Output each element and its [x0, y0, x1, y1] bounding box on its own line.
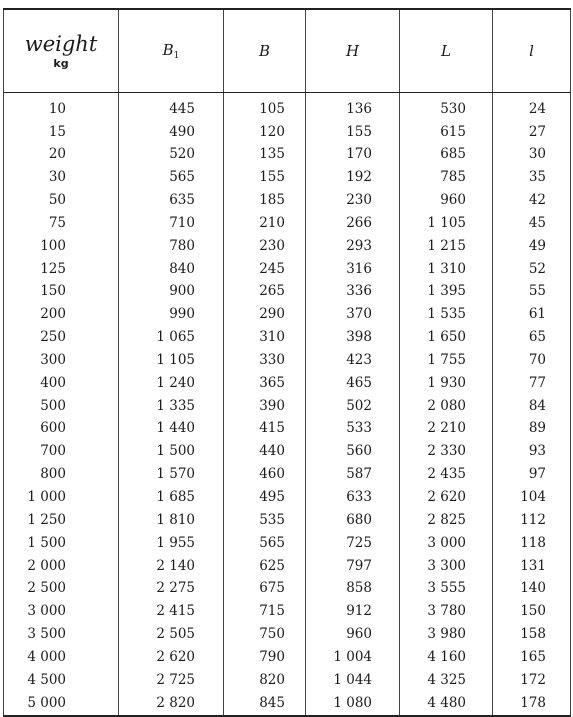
cell-b: 185: [224, 189, 306, 212]
cell-h: 533: [306, 418, 400, 441]
cell-l: 2 620: [400, 486, 493, 509]
cell-b: 105: [224, 93, 306, 121]
table-row: [4, 601, 571, 624]
cell-b: 120: [224, 121, 306, 144]
cell-small-l: 52: [493, 258, 571, 281]
cell-h: 912: [306, 601, 400, 624]
cell-weight: 1 000: [27, 489, 66, 506]
cell-small-l: 24: [493, 93, 571, 121]
cell-b1: 2 725: [119, 669, 224, 692]
cell-weight: 125: [40, 260, 66, 277]
header-b-label: B: [258, 42, 271, 60]
cell-l: 960: [400, 189, 493, 212]
cell-h: 155: [306, 121, 400, 144]
cell-l: 4 325: [400, 669, 493, 692]
cell-small-l: 27: [493, 121, 571, 144]
cell-weight: 5 000: [27, 694, 66, 711]
cell-weight: 15: [48, 123, 66, 140]
cell-small-l: 45: [493, 212, 571, 235]
table-row: [4, 486, 571, 509]
cell-weight: 75: [48, 214, 66, 231]
table-row: [4, 692, 571, 716]
header-weight: [4, 9, 119, 93]
table-row: [4, 304, 571, 327]
cell-b1: 2 620: [119, 646, 224, 669]
cell-l: 785: [400, 167, 493, 190]
cell-b: 440: [224, 441, 306, 464]
cell-weight: 1 250: [27, 511, 66, 528]
cell-b: 230: [224, 235, 306, 258]
cell-l: 2 435: [400, 464, 493, 487]
cell-l: 2 330: [400, 441, 493, 464]
table-row: [4, 349, 571, 372]
cell-b: 390: [224, 395, 306, 418]
cell-l: 4 160: [400, 646, 493, 669]
cell-l: 1 105: [400, 212, 493, 235]
table-row: [4, 189, 571, 212]
cell-h: 1 044: [306, 669, 400, 692]
cell-b1: 565: [119, 167, 224, 190]
cell-h: 230: [306, 189, 400, 212]
table-row: [4, 167, 571, 190]
cell-b1: 1 065: [119, 326, 224, 349]
cell-weight: 10: [48, 100, 66, 117]
cell-l: 1 650: [400, 326, 493, 349]
cell-h: 1 080: [306, 692, 400, 716]
cell-b1: 2 820: [119, 692, 224, 716]
table-row: [4, 281, 571, 304]
cell-b1: 780: [119, 235, 224, 258]
spec-table-container: [3, 8, 570, 717]
header-b1: [119, 9, 224, 93]
table-row: [4, 212, 571, 235]
cell-small-l: 84: [493, 395, 571, 418]
cell-small-l: 165: [493, 646, 571, 669]
table-row: [4, 669, 571, 692]
cell-b1: 1 685: [119, 486, 224, 509]
cell-h: 633: [306, 486, 400, 509]
table-row: [4, 121, 571, 144]
cell-l: 615: [400, 121, 493, 144]
cell-l: 2 080: [400, 395, 493, 418]
table-row: [4, 555, 571, 578]
table-row: [4, 509, 571, 532]
cell-b1: 1 440: [119, 418, 224, 441]
cell-h: 136: [306, 93, 400, 121]
cell-b: 820: [224, 669, 306, 692]
cell-b1: 840: [119, 258, 224, 281]
cell-h: 370: [306, 304, 400, 327]
header-small-l: [493, 9, 571, 93]
cell-small-l: 42: [493, 189, 571, 212]
cell-small-l: 140: [493, 578, 571, 601]
table-row: [4, 441, 571, 464]
cell-b: 365: [224, 372, 306, 395]
cell-b: 495: [224, 486, 306, 509]
cell-weight: 3 000: [27, 603, 66, 620]
cell-b1: 1 105: [119, 349, 224, 372]
cell-b: 750: [224, 623, 306, 646]
cell-l: 4 480: [400, 692, 493, 716]
cell-l: 2 210: [400, 418, 493, 441]
cell-small-l: 89: [493, 418, 571, 441]
cell-small-l: 178: [493, 692, 571, 716]
cell-small-l: 65: [493, 326, 571, 349]
cell-l: 3 300: [400, 555, 493, 578]
table-row: [4, 372, 571, 395]
cell-b1: 1 570: [119, 464, 224, 487]
cell-b1: 2 140: [119, 555, 224, 578]
cell-small-l: 61: [493, 304, 571, 327]
header-row: [4, 9, 571, 93]
cell-b: 675: [224, 578, 306, 601]
cell-b1: 1 500: [119, 441, 224, 464]
cell-b: 460: [224, 464, 306, 487]
cell-l: 3 555: [400, 578, 493, 601]
cell-small-l: 131: [493, 555, 571, 578]
cell-small-l: 172: [493, 669, 571, 692]
header-small-l-label: l: [529, 42, 534, 60]
cell-weight: 50: [48, 192, 66, 209]
cell-weight: 200: [40, 306, 66, 323]
table-row: [4, 623, 571, 646]
cell-b1: 900: [119, 281, 224, 304]
cell-weight: 500: [40, 397, 66, 414]
cell-small-l: 118: [493, 532, 571, 555]
cell-b1: 1 810: [119, 509, 224, 532]
cell-l: 1 535: [400, 304, 493, 327]
cell-small-l: 70: [493, 349, 571, 372]
cell-small-l: 150: [493, 601, 571, 624]
cell-h: 858: [306, 578, 400, 601]
cell-b: 310: [224, 326, 306, 349]
cell-h: 725: [306, 532, 400, 555]
cell-h: 170: [306, 144, 400, 167]
cell-h: 336: [306, 281, 400, 304]
cell-weight: 30: [48, 169, 66, 186]
cell-b1: 445: [119, 93, 224, 121]
cell-h: 316: [306, 258, 400, 281]
cell-small-l: 104: [493, 486, 571, 509]
cell-small-l: 55: [493, 281, 571, 304]
table-row: [4, 464, 571, 487]
cell-l: 2 825: [400, 509, 493, 532]
cell-small-l: 30: [493, 144, 571, 167]
cell-small-l: 93: [493, 441, 571, 464]
cell-small-l: 77: [493, 372, 571, 395]
cell-weight: 4 500: [27, 671, 66, 688]
cell-b: 155: [224, 167, 306, 190]
cell-h: 680: [306, 509, 400, 532]
header-b1-label: B: [162, 41, 174, 59]
cell-l: 1 215: [400, 235, 493, 258]
table-row: [4, 418, 571, 441]
table-row: [4, 395, 571, 418]
cell-l: 530: [400, 93, 493, 121]
table-row: [4, 326, 571, 349]
cell-weight: 800: [40, 466, 66, 483]
cell-h: 423: [306, 349, 400, 372]
cell-l: 1 395: [400, 281, 493, 304]
header-h-label: H: [345, 42, 360, 60]
cell-b1: 2 415: [119, 601, 224, 624]
cell-b: 415: [224, 418, 306, 441]
cell-b1: 1 240: [119, 372, 224, 395]
cell-b: 845: [224, 692, 306, 716]
cell-b1: 1 955: [119, 532, 224, 555]
cell-b: 565: [224, 532, 306, 555]
table-body: [4, 93, 571, 716]
cell-b: 625: [224, 555, 306, 578]
table-row: [4, 578, 571, 601]
cell-weight: 700: [40, 443, 66, 460]
cell-l: 1 310: [400, 258, 493, 281]
cell-b1: 635: [119, 189, 224, 212]
cell-b: 790: [224, 646, 306, 669]
cell-h: 1 004: [306, 646, 400, 669]
cell-weight: 250: [40, 329, 66, 346]
cell-l: 3 780: [400, 601, 493, 624]
cell-b: 290: [224, 304, 306, 327]
table-row: [4, 646, 571, 669]
cell-small-l: 35: [493, 167, 571, 190]
cell-h: 502: [306, 395, 400, 418]
cell-b: 210: [224, 212, 306, 235]
cell-weight: 100: [40, 237, 66, 254]
cell-b1: 990: [119, 304, 224, 327]
cell-b: 715: [224, 601, 306, 624]
table-row: [4, 258, 571, 281]
cell-b1: 710: [119, 212, 224, 235]
cell-b: 265: [224, 281, 306, 304]
cell-weight: 2 500: [27, 580, 66, 597]
cell-weight: 3 500: [27, 626, 66, 643]
cell-l: 1 930: [400, 372, 493, 395]
cell-weight: 150: [40, 283, 66, 300]
cell-b1: 2 505: [119, 623, 224, 646]
cell-weight: 300: [40, 351, 66, 368]
cell-weight: 1 500: [27, 534, 66, 551]
cell-h: 465: [306, 372, 400, 395]
header-h: [306, 9, 400, 93]
cell-small-l: 97: [493, 464, 571, 487]
table-row: [4, 235, 571, 258]
cell-h: 560: [306, 441, 400, 464]
cell-b1: 2 275: [119, 578, 224, 601]
cell-small-l: 112: [493, 509, 571, 532]
cell-weight: 600: [40, 420, 66, 437]
header-l: [400, 9, 493, 93]
cell-h: 960: [306, 623, 400, 646]
cell-l: 3 000: [400, 532, 493, 555]
header-b: [224, 9, 306, 93]
dimension-table: [3, 8, 571, 717]
cell-weight: 20: [48, 146, 66, 163]
cell-b1: 1 335: [119, 395, 224, 418]
cell-h: 797: [306, 555, 400, 578]
cell-weight: 4 000: [27, 648, 66, 665]
cell-b: 535: [224, 509, 306, 532]
cell-h: 266: [306, 212, 400, 235]
cell-small-l: 49: [493, 235, 571, 258]
cell-weight: 400: [40, 374, 66, 391]
cell-l: 3 980: [400, 623, 493, 646]
header-b1-subscript: 1: [173, 51, 180, 61]
table-row: [4, 93, 571, 121]
header-weight-unit: kg: [53, 56, 69, 70]
cell-b1: 490: [119, 121, 224, 144]
cell-b: 330: [224, 349, 306, 372]
header-weight-label: weight: [24, 31, 98, 56]
cell-h: 398: [306, 326, 400, 349]
table-row: [4, 532, 571, 555]
cell-b1: 520: [119, 144, 224, 167]
header-l-label: L: [441, 42, 451, 60]
cell-h: 587: [306, 464, 400, 487]
cell-small-l: 158: [493, 623, 571, 646]
cell-b: 245: [224, 258, 306, 281]
cell-b: 135: [224, 144, 306, 167]
cell-h: 293: [306, 235, 400, 258]
cell-l: 685: [400, 144, 493, 167]
cell-weight: 2 000: [27, 557, 66, 574]
cell-l: 1 755: [400, 349, 493, 372]
table-row: [4, 144, 571, 167]
cell-h: 192: [306, 167, 400, 190]
